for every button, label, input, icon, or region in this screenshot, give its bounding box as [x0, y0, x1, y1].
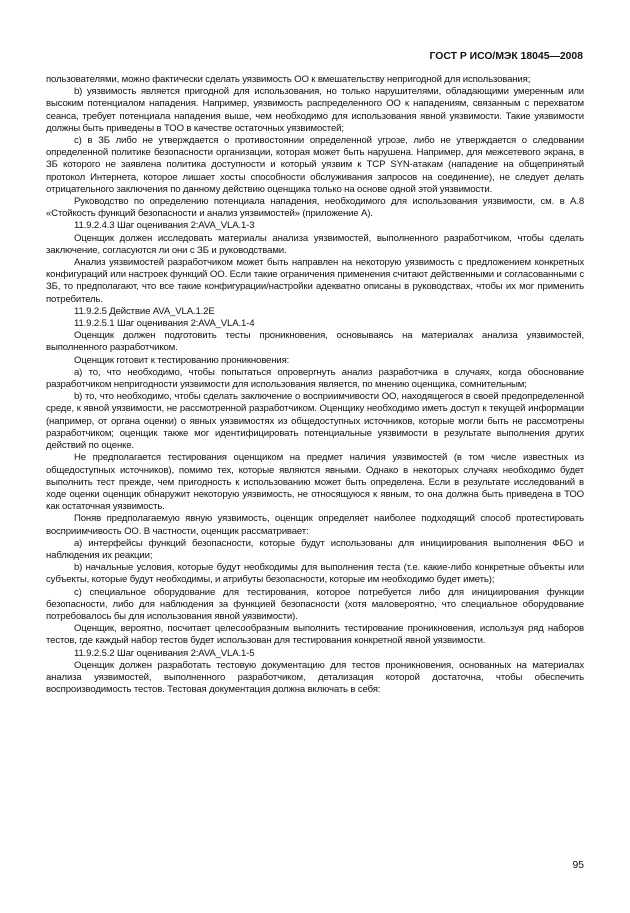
paragraph: b) уязвимость является пригодной для использования, но только нарушителями, обладающими умеренным или высоким потенциалом нападения. Например, уязвимость распределенного ОО к нападениям, связанным с перехватом сеанса, требует потенциала нападения выше, чем необходимо для использования явной уязвимости. Такие уязвимости должны быть приведены в ТОО в качестве остаточных уязвимостей; — [46, 86, 584, 134]
paragraph: Оценщик должен исследовать материалы анализа уязвимостей, выполненного разработчиком, чтобы сделать заключение, согласуются ли они с ЗБ и руководствами. — [46, 232, 584, 256]
body-text — [46, 74, 584, 696]
paragraph: Не предполагается тестирования оценщиком на предмет наличия уязвимостей (в том числе известных из общедоступных источников), помимо тех, которые являются явными. Однако в некоторых случаях необходимо будет выполнить тест прежде, чем пригодность к использованию может быть определена. Если в результате исследований в ходе оценки оценщик обнаружит некоторую уязвимость, не относящуюся к явным, то она должна быть приведена в ТОО как остаточная уязвимость. — [46, 452, 584, 513]
section-heading: 11.9.2.5.2 Шаг оценивания 2:AVA_VLA.1-5 — [74, 647, 255, 659]
paragraph: Анализ уязвимостей разработчиком может быть направлен на некоторую уязвимость с предложением конкретных конфигураций или настроек функций ОО. Если такие ограничения применения считают действенными и согласованными с ЗБ, то предполагают, что все такие конфигурации/настройки адекватно описаны в руководствах, чтобы их мог применить потребитель. — [46, 257, 584, 305]
section-heading: 11.9.2.5 Действие AVA_VLA.1.2E — [74, 305, 215, 317]
paragraph: c) в ЗБ либо не утверждается о противостоянии определенной угрозе, либо не утверждается о следовании определенной политике безопасности организации, которая может быть нарушена. Например, для межсетевого экрана, в ЗБ которого не заявлена политика доступности и который уязвим к TCP SYN-атакам (нападение на общепринятый протокол Интернета, которое лишает хосты способности обслуживания запросов на соединение), не следует делать отрицательного заключения по данному действию оценщика только на основе одной этой уязвимости. — [46, 135, 584, 195]
list-item: b) то, что необходимо, чтобы сделать заключение о восприимчивости ОО, находящегося в своей предопределенной среде, к явной уязвимости, не рассмотренной разработчиком. Оценщику необходимо иметь доступ к текущей информации (например, от органа оценки) о явных уязвимостях из общедоступных источников, которые могли быть не рассмотрены разработчиком; оценщик также мог идентифицировать потенциальные уязвимости в результате выполнения других действий по оценке. — [46, 391, 584, 452]
paragraph: Оценщик готовит к тестированию проникновения: — [74, 354, 290, 366]
list-item: a) интерфейсы функций безопасности, которые будут использованы для инициирования выполнения ФБО и наблюдения их реакции; — [46, 537, 584, 561]
paragraph: Поняв предполагаемую явную уязвимость, оценщик определяет наиболее подходящий способ протестировать восприимчивость ОО. В частности, оценщик рассматривает: — [46, 513, 584, 537]
paragraph: пользователями, можно фактически сделать уязвимость ОО к вмешательству непригодной для использования; — [46, 74, 531, 85]
section-heading: 11.9.2.4.3 Шаг оценивания 2:AVA_VLA.1-3 — [74, 220, 255, 232]
page-number: 95 — [572, 860, 584, 871]
paragraph: Оценщик должен подготовить тесты проникновения, основываясь на материалах анализа уязвимостей, выполненного разработчиком. — [46, 330, 584, 354]
paragraph: Руководство по определению потенциала нападения, необходимого для использования уязвимости, см. в А.8 «Стойкость функций безопасности и анализ уязвимостей» (приложение А). — [46, 196, 584, 220]
list-item: c) специальное оборудование для тестирования, которое потребуется либо для инициирования функции безопасности, либо для наблюдения за функцией безопасности (хотя маловероятно, что специальное оборудование потребовалось бы для использования явной уязвимости). — [46, 586, 584, 622]
paragraph: Оценщик должен разработать тестовую документацию для тестов проникновения, основанных на материалах анализа уязвимостей, выполненного разработчиком, детализация которой достаточна, чтобы обеспечить воспроизводимость тестов. Тестовая документация должна включать в себя: — [46, 659, 584, 696]
list-item: a) то, что необходимо, чтобы попытаться опровергнуть анализ разработчика в случаях, когда обоснование разработчиком непригодности уязвимости для использования является, по мнению оценщика, сомнительным; — [46, 366, 584, 391]
section-heading: 11.9.2.5.1 Шаг оценивания 2:AVA_VLA.1-4 — [74, 318, 255, 330]
paragraph: Оценщик, вероятно, посчитает целесообразным выполнить тестирование проникновения, используя ряд наборов тестов, где каждый набор тестов будет использован для тестирования конкретной явной уязвимости. — [46, 623, 584, 647]
standard-title: ГОСТ Р ИСО/МЭК 18045—2008 — [429, 51, 583, 62]
list-item: b) начальные условия, которые будут необходимы для выполнения теста (т.е. какие-либо конкретные объекты или субъекты, которые будут необходимы, и атрибуты безопасности, которые им необходимо будет иметь); — [46, 562, 584, 586]
